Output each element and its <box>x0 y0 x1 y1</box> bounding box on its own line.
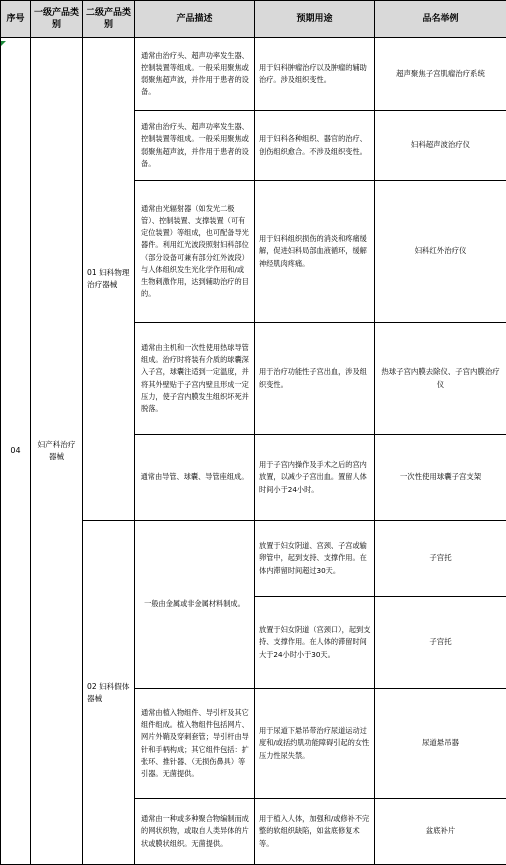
desc-cell: 通常由治疗头、超声功率发生器、控制装置等组成。一般采用聚焦或弱聚焦超声波，并作用于患者的设备。 <box>135 111 255 181</box>
desc-cell: 通常由植入物组件、导引杆及其它组件组成。植入物组件包括网片、网片外鞘及穿刺套管；导引杆由导针和手柄构成；其它组件包括：扩张环、推针器、（无损伤鼻具）等引器。无菌提供。 <box>135 689 255 799</box>
header-cat1: 一级产品类别 <box>31 1 83 38</box>
use-cell: 用于妇科组织损伤的消炎和疼痛缓解，促进妇科局部血液循环，缓解神经肌肉疼痛。 <box>255 181 375 323</box>
use-cell: 放置于妇女阴道、宫颈、子宫或输卵管中，起到支持、支撑作用。在体内滞留时间超过30天。 <box>255 521 375 597</box>
example-cell: 盆底补片 <box>375 799 506 865</box>
example-cell: 妇科超声波治疗仪 <box>375 111 506 181</box>
use-cell: 放置于妇女阴道（宫颈口），起到支持、支撑作用。在人体的滞留时间大于24小时小于30天。 <box>255 597 375 689</box>
example-cell: 尿道悬吊器 <box>375 689 506 799</box>
cat1-cell: 妇产科治疗器械 <box>31 38 83 865</box>
desc-cell: 通常由导管、球囊、导管座组成。 <box>135 435 255 521</box>
desc-cell: 通常由一种或多种聚合物编制而成的网状织物，或取自人类异体的片状或膜状组织。无菌提供。 <box>135 799 255 865</box>
use-cell: 用于子宫内操作及手术之后的宫内放置，以减少子宫出血。置留人体时间小于24小时。 <box>255 435 375 521</box>
header-seq: 序号 <box>1 1 31 38</box>
header-row <box>1 1 506 38</box>
table-row <box>1 38 506 111</box>
example-cell: 妇科红外治疗仪 <box>375 181 506 323</box>
seq-cell: 04 <box>1 38 31 865</box>
desc-cell: 通常由光辐射器（如发光二极管）、控制装置、支撑装置（可有定位装置）等组成，也可配备导光器件。利用红光波段照射妇科部位（部分设备可兼有部分红外波段）与人体组织发生光化学作用和/或生物刺激作用，达到辅助治疗的目的。 <box>135 181 255 323</box>
desc-cell: 通常由治疗头、超声功率发生器、控制装置等组成。一般采用聚焦或弱聚焦超声波，并作用于患者的设备。 <box>135 38 255 111</box>
header-example: 品名举例 <box>375 1 506 38</box>
use-cell: 用于妇科肿瘤治疗以及肿瘤的辅助治疗。涉及组织变性。 <box>255 38 375 111</box>
use-cell: 用于妇科各种组织、器官的治疗、创伤组织愈合。不涉及组织变性。 <box>255 111 375 181</box>
cat2-cell: 01 妇科物理治疗器械 <box>83 38 135 521</box>
use-cell: 用于尿道下悬吊带治疗尿道运动过度和/或括约肌功能障碍引起的女性压力性尿失禁。 <box>255 689 375 799</box>
header-cat2: 二级产品类别 <box>83 1 135 38</box>
cat2-cell: 02 妇科假体器械 <box>83 521 135 865</box>
use-cell: 用于植入人体，加强和/或修补不完整的软组织缺陷，如盆底修复术等。 <box>255 799 375 865</box>
desc-cell: 通常由主机和一次性使用热球导管组成。治疗时将装有介质的球囊深入子宫，球囊注适到一定温度，并将其外壁贴于子宫内壁且形成一定压力，使子宫内膜发生组织坏死并脱落。 <box>135 323 255 435</box>
example-cell: 一次性使用球囊子宫支架 <box>375 435 506 521</box>
example-cell: 热球子宫内膜去除仪、子宫内膜治疗仪 <box>375 323 506 435</box>
desc-cell: 一般由金属或非金属材料制成。 <box>135 521 255 689</box>
example-cell: 子宫托 <box>375 597 506 689</box>
example-cell: 超声聚焦子宫肌瘤治疗系统 <box>375 38 506 111</box>
use-cell: 用于治疗功能性子宫出血，涉及组织变性。 <box>255 323 375 435</box>
header-desc: 产品描述 <box>135 1 255 38</box>
example-cell: 子宫托 <box>375 521 506 597</box>
header-use: 预期用途 <box>255 1 375 38</box>
